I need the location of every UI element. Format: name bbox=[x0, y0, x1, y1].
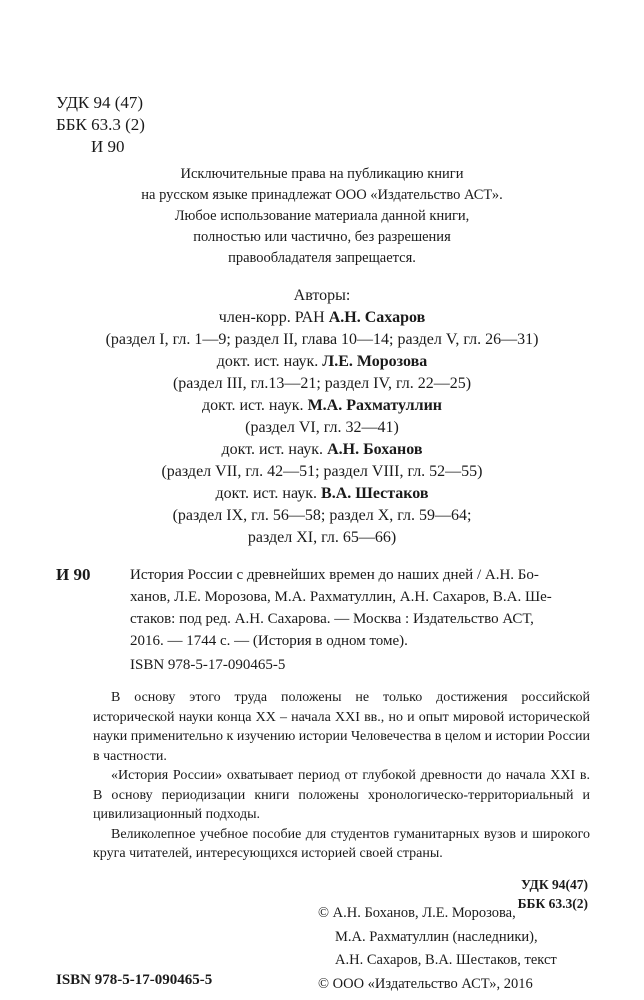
author-sign: И 90 bbox=[91, 137, 125, 156]
bibliographic-line: 2016. — 1744 с. — (История в одном томе). bbox=[130, 633, 408, 649]
udk-code: УДК 94 (47) bbox=[56, 93, 144, 112]
rights-line: на русском языке принадлежат ООО «Издательство АСТ». bbox=[141, 187, 503, 203]
annotation-bbk: ББК 63.3(2) bbox=[517, 896, 588, 911]
author-name: М.А. Рахматуллин bbox=[307, 397, 443, 414]
author-sections: (раздел IX, гл. 56—58; раздел X, гл. 59—64; bbox=[172, 507, 472, 524]
author-name: Л.Е. Морозова bbox=[322, 353, 428, 370]
author-name: А.Н. Сахаров bbox=[328, 309, 426, 326]
copyright-block bbox=[318, 902, 557, 996]
author-title: докт. ист. наук. bbox=[215, 485, 318, 502]
author-title: член-корр. РАН bbox=[218, 309, 325, 326]
bibliographic-sign: И 90 bbox=[56, 565, 91, 584]
annotation-paragraph: «История России» охватывает период от глубокой древности до начала XXI в. В основу периодизации книги положены хронологическо-территориальный и цивилизационный подходы. bbox=[93, 768, 590, 822]
annotation-udk: УДК 94(47) bbox=[521, 877, 588, 892]
author-name: В.А. Шестаков bbox=[321, 485, 429, 502]
bibliographic-line: стаков: под ред. А.Н. Сахарова. — Москва : Издательство АСТ, bbox=[130, 611, 534, 627]
annotation-paragraph: В основу этого труда положены не только достижения российской исторической науки конца XX – начала XXI вв., но и опыт мировой исторической науки применительно к изучению истории Человечества в целом и истории России в частности. bbox=[93, 690, 590, 764]
author-sections: раздел XI, гл. 65—66) bbox=[247, 529, 397, 546]
author-line bbox=[0, 353, 644, 371]
isbn: ISBN 978-5-17-090465-5 bbox=[130, 657, 286, 673]
copyright-line: А.Н. Сахаров, В.А. Шестаков, текст bbox=[335, 952, 557, 968]
rights-line: правообладателя запрещается. bbox=[228, 250, 416, 266]
author-line bbox=[0, 309, 644, 327]
copyright-line: М.А. Рахматуллин (наследники), bbox=[335, 928, 538, 945]
author-line bbox=[0, 441, 644, 459]
author-name: А.Н. Боханов bbox=[327, 441, 423, 458]
rights-line: Любое использование материала данной книги, bbox=[174, 208, 470, 224]
annotation bbox=[93, 688, 590, 864]
author-title: докт. ист. наук. bbox=[221, 441, 324, 458]
author-sections: (раздел I, гл. 1—9; раздел II, глава 10—14; раздел V, гл. 26—31) bbox=[105, 331, 539, 348]
author-line bbox=[0, 397, 644, 415]
footer-isbn: ISBN 978-5-17-090465-5 bbox=[56, 972, 213, 988]
author-sections: (раздел VI, гл. 32—41) bbox=[245, 419, 399, 436]
bbk-code: ББК 63.3 (2) bbox=[56, 115, 145, 134]
author-line bbox=[0, 485, 644, 503]
rights-line: Исключительные права на публикацию книги bbox=[180, 166, 464, 182]
rights-line: полностью или частично, без разрешения bbox=[193, 229, 451, 245]
authors-heading: Авторы: bbox=[293, 287, 351, 304]
copyright-line: © ООО «Издательство АСТ», 2016 bbox=[318, 975, 533, 992]
author-title: докт. ист. наук. bbox=[216, 353, 319, 370]
copyright-line: © А.Н. Боханов, Л.Е. Морозова, bbox=[318, 905, 516, 921]
bibliographic-line: ханов, Л.Е. Морозова, М.А. Рахматуллин, А.Н. Сахаров, В.А. Ше- bbox=[130, 589, 552, 605]
author-sections: (раздел VII, гл. 42—51; раздел VIII, гл. 52—55) bbox=[161, 463, 483, 480]
annotation-paragraph: Великолепное учебное пособие для студентов гуманитарных вузов и широкого круга читателей, интересующихся историей своей страны. bbox=[93, 826, 590, 861]
author-sections: (раздел III, гл.13—21; раздел IV, гл. 22—25) bbox=[172, 375, 472, 392]
author-title: докт. ист. наук. bbox=[201, 397, 304, 414]
bibliographic-line: История России с древнейших времен до наших дней / А.Н. Бо- bbox=[130, 567, 539, 583]
